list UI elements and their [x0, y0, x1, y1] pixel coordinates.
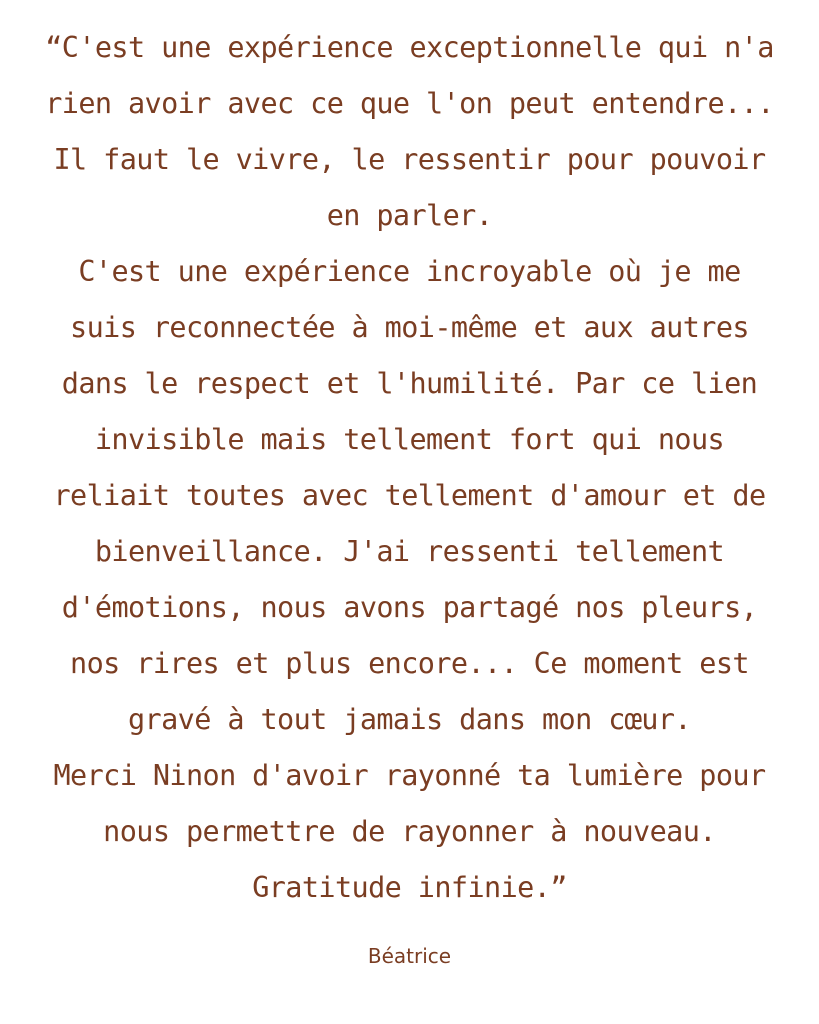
- quote-line: Merci Ninon d'avoir rayonné ta lumière pour: [53, 759, 766, 792]
- quote-line: reliait toutes avec tellement d'amour et de: [53, 479, 766, 512]
- quote-line: suis reconnectée à moi-même et aux autres: [70, 311, 749, 344]
- quote-line: Il faut le vivre, le ressentir pour pouvoir: [53, 143, 766, 176]
- quote-line: gravé à tout jamais dans mon cœur.: [128, 703, 691, 736]
- quote-line: dans le respect et l'humilité. Par ce lien: [61, 367, 758, 400]
- quote-line: nous permettre de rayonner à nouveau.: [103, 815, 716, 848]
- quote-line: en parler.: [326, 199, 493, 232]
- quote-line: rien avoir avec ce que l'on peut entendre...: [45, 87, 774, 120]
- quote-line: d'émotions, nous avons partagé nos pleurs,: [61, 591, 758, 624]
- quote-line: invisible mais tellement fort qui nous: [94, 423, 725, 456]
- quote-line: nos rires et plus encore... Ce moment est: [70, 647, 749, 680]
- author-name: Béatrice: [367, 944, 452, 968]
- quote-line: Gratitude infinie.”: [252, 871, 567, 904]
- testimonial-quote: [0, 20, 819, 916]
- quote-line: “C'est une expérience exceptionnelle qui n'a: [45, 31, 774, 64]
- quote-line: bienveillance. J'ai ressenti tellement: [94, 535, 725, 568]
- quote-line: C'est une expérience incroyable où je me: [78, 255, 741, 288]
